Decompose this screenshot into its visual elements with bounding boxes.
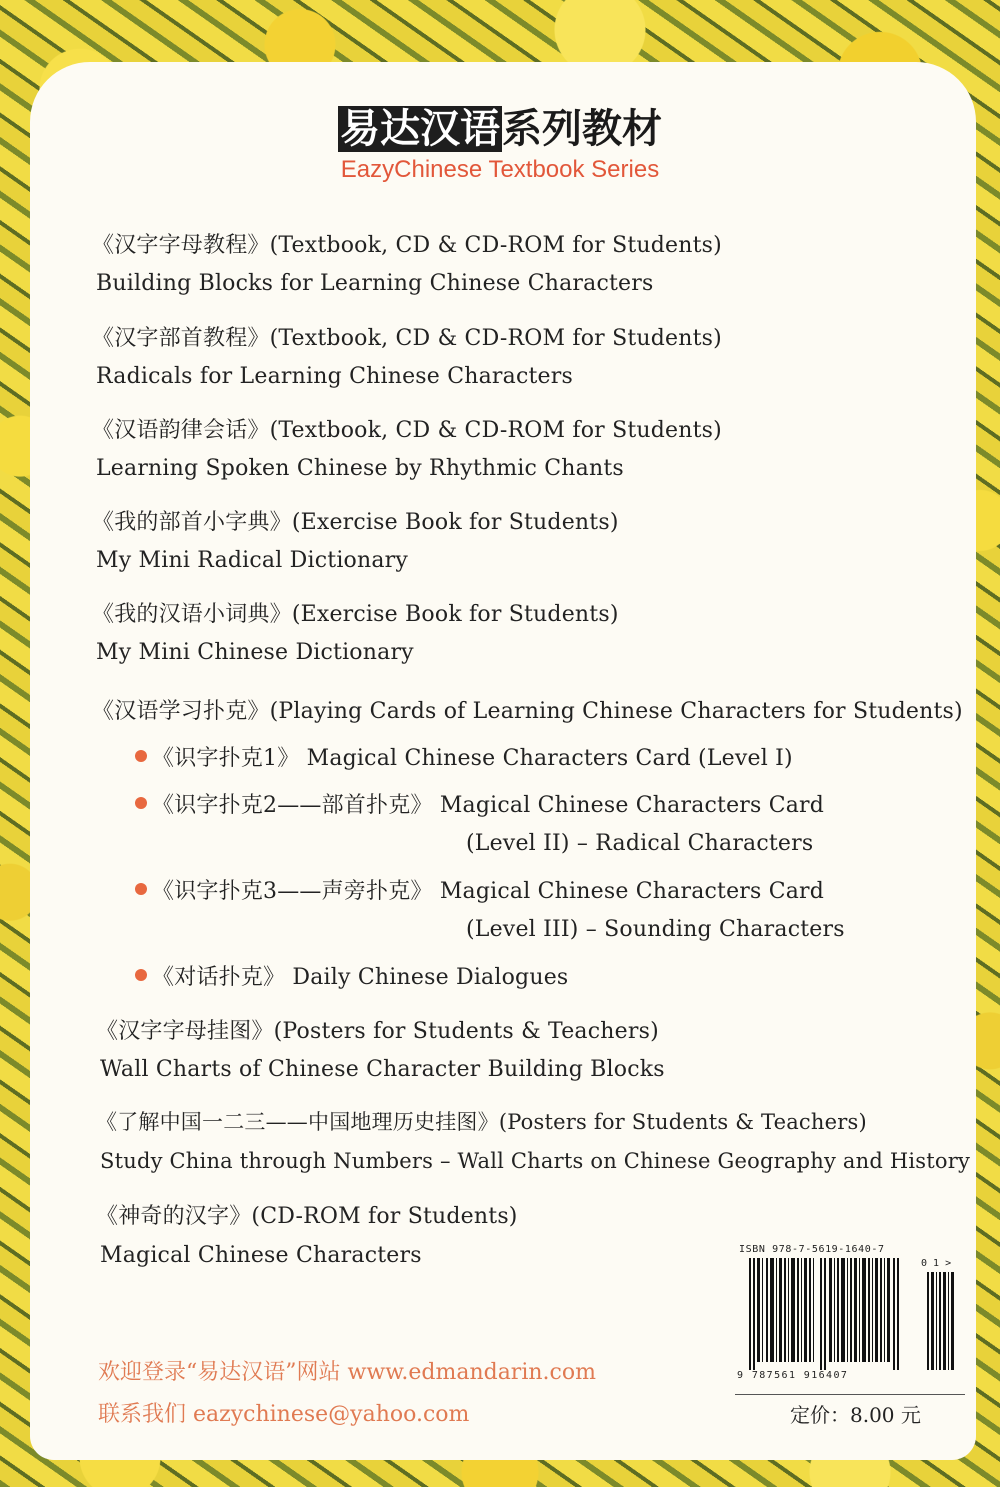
cards-title-line [92, 694, 963, 725]
book-english-title: Building Blocks for Learning Chinese Characters [96, 271, 654, 296]
barcode-digits: 9 787561 916407 [737, 1370, 849, 1381]
website-link[interactable]: 欢迎登录“易达汉语”网站 www.edmandarin.com [98, 1360, 596, 1385]
card-cn-title: 《识字扑克3——声旁扑克》 [152, 879, 433, 904]
poster-title-line [96, 1014, 659, 1045]
book-type: (Exercise Book for Students) [291, 510, 619, 535]
card-en-subtitle: (Level II) – Radical Characters [466, 831, 814, 856]
book-english-title: My Mini Chinese Dictionary [96, 640, 414, 665]
book-type: (Textbook, CD & CD-ROM for Students) [269, 233, 722, 258]
book-english-title: Radicals for Learning Chinese Characters [96, 364, 573, 389]
card-item [152, 741, 793, 772]
card-item [152, 960, 568, 991]
card-cn-title: 《对话扑克》 [152, 965, 286, 990]
book-type: (Exercise Book for Students) [291, 602, 619, 627]
book-type: (Textbook, CD & CD-ROM for Students) [269, 326, 722, 351]
card-en-title: Daily Chinese Dialogues [292, 965, 569, 990]
price-divider [735, 1394, 965, 1395]
cdrom-english-title: Magical Chinese Characters [100, 1243, 422, 1268]
price-label: 定价：8.00 元 [790, 1403, 921, 1427]
card-en-title: Magical Chinese Characters Card (Level I) [306, 746, 793, 771]
book-type: (Textbook, CD & CD-ROM for Students) [269, 418, 722, 443]
book-english-title: Learning Spoken Chinese by Rhythmic Chants [96, 456, 624, 481]
book-cn-title: 《我的部首小字典》 [92, 510, 292, 535]
cdrom-type: (CD-ROM for Students) [251, 1204, 518, 1229]
isbn-number: ISBN 978-7-5619-1640-7 [739, 1244, 885, 1255]
poster-cn-title: 《了解中国一二三——中国地理历史挂图》 [96, 1110, 499, 1134]
isbn-barcode [735, 1244, 965, 1394]
bullet-icon [135, 750, 147, 762]
bullet-icon [135, 797, 147, 809]
bullet-icon [135, 969, 147, 981]
poster-cn-title: 《汉字字母挂图》 [96, 1019, 274, 1044]
barcode-bars [749, 1258, 899, 1370]
barcode-addon: 0 1 > [921, 1258, 952, 1269]
book-title-line [92, 321, 722, 352]
cards-cn-title: 《汉语学习扑克》 [92, 699, 270, 724]
addon-bars [927, 1272, 955, 1370]
cdrom-title-line [96, 1199, 518, 1230]
series-title [338, 104, 662, 154]
card-en-title: Magical Chinese Characters Card [439, 879, 825, 904]
poster-english-title: Study China through Numbers – Wall Charts on Chinese Geography and History [100, 1149, 971, 1173]
poster-english-title: Wall Charts of Chinese Character Building Blocks [100, 1057, 665, 1082]
book-cn-title: 《汉字字母教程》 [92, 233, 270, 258]
book-cn-title: 《汉字部首教程》 [92, 326, 270, 351]
book-cn-title: 《汉语韵律会话》 [92, 418, 270, 443]
cards-type: (Playing Cards of Learning Chinese Characters for Students) [269, 699, 963, 724]
book-cn-title: 《我的汉语小词典》 [92, 602, 292, 627]
card-item [152, 788, 824, 819]
series-subtitle: EazyChinese Textbook Series [340, 156, 660, 183]
poster-type: (Posters for Students & Teachers) [273, 1019, 659, 1044]
cdrom-cn-title: 《神奇的汉字》 [96, 1204, 252, 1229]
card-item [152, 874, 824, 905]
book-title-line [92, 228, 722, 259]
bullet-icon [135, 883, 147, 895]
card-en-subtitle: (Level III) – Sounding Characters [466, 917, 845, 942]
series-title-brand: 易达汉语 [340, 106, 500, 152]
book-english-title: My Mini Radical Dictionary [96, 548, 409, 573]
poster-type: (Posters for Students & Teachers) [498, 1110, 867, 1134]
email-link[interactable]: 联系我们 eazychinese@yahoo.com [98, 1402, 470, 1427]
card-cn-title: 《识字扑克2——部首扑克》 [152, 793, 433, 818]
book-title-line [92, 413, 722, 444]
poster-title-line [96, 1106, 867, 1136]
series-header [0, 104, 1000, 184]
book-title-line [92, 597, 619, 628]
book-title-line [92, 505, 619, 536]
series-title-rest: 系列教材 [502, 106, 662, 152]
card-cn-title: 《识字扑克1》 [152, 746, 300, 771]
card-en-title: Magical Chinese Characters Card [439, 793, 825, 818]
